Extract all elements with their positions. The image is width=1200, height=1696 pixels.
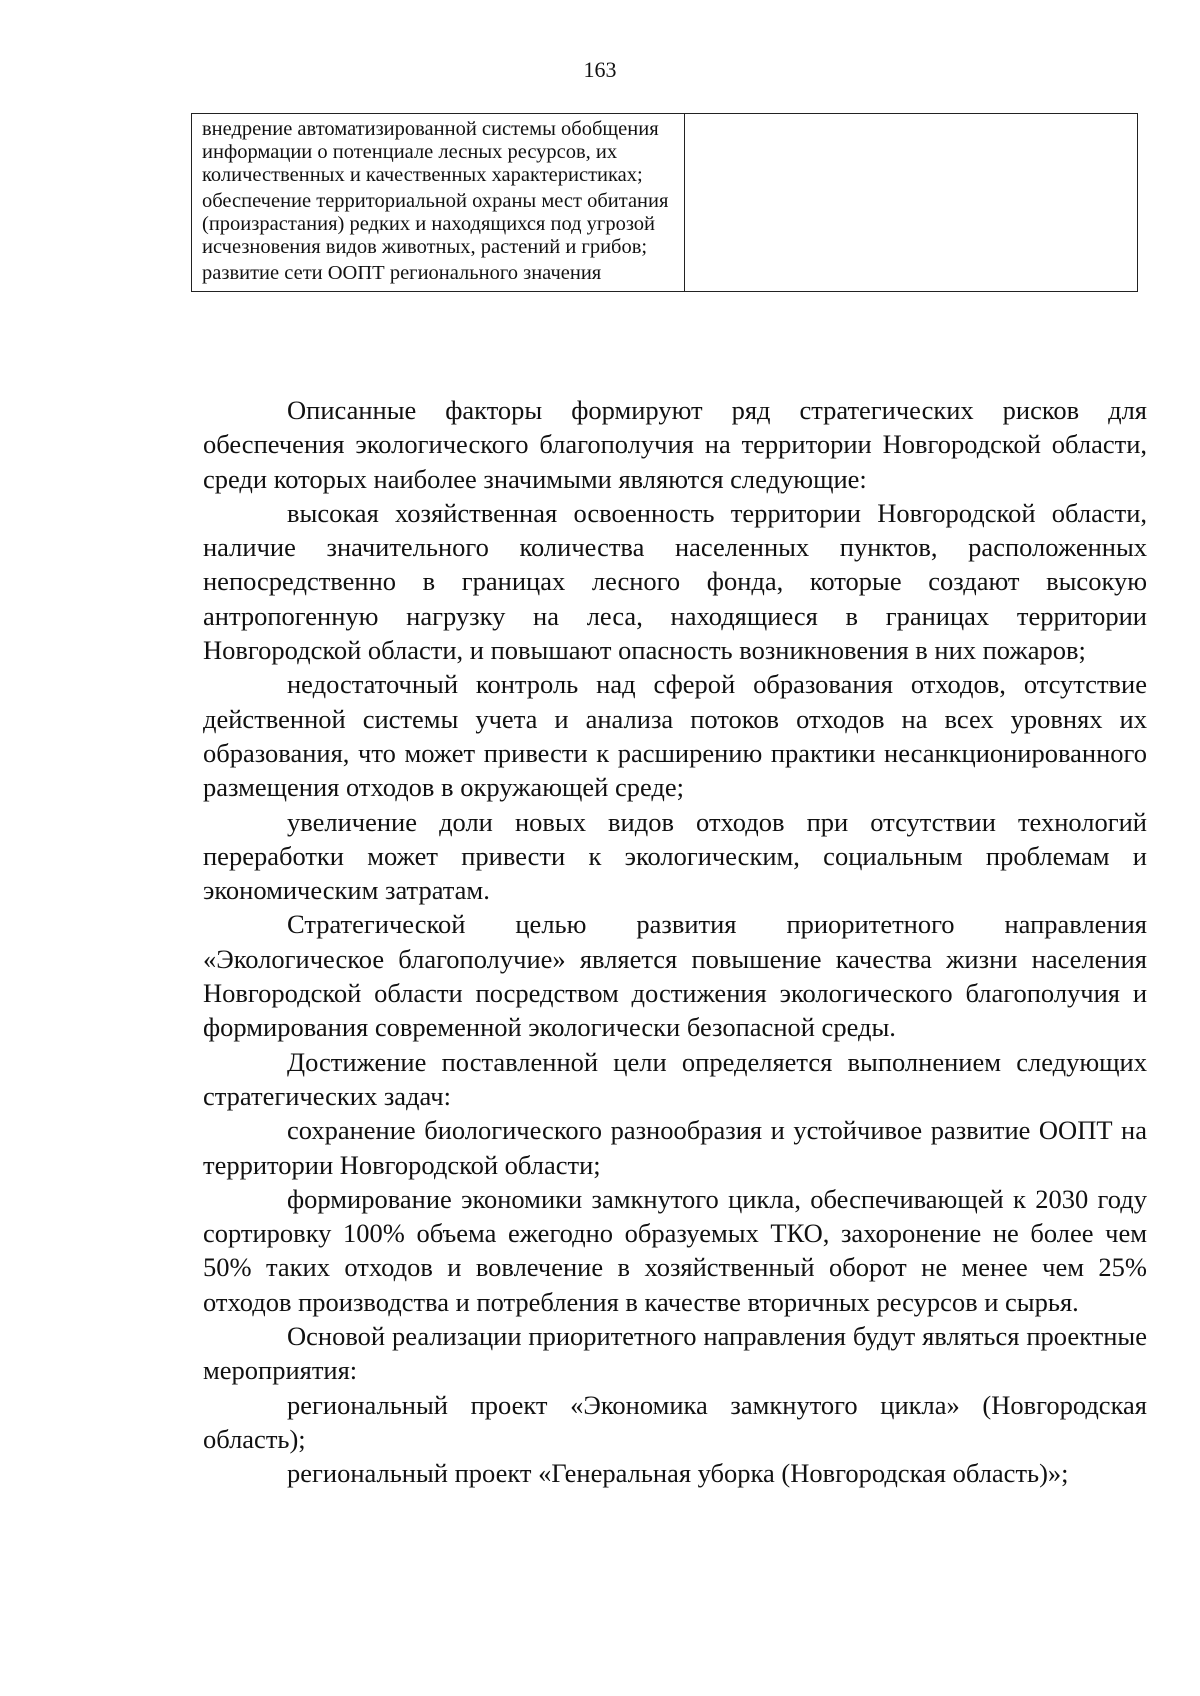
table-cell-measures [192,114,685,292]
paragraph: сохранение биологического разнообразия и устойчивое развитие ООПТ на территории Новгородской области; [203,1115,1147,1180]
paragraph: Достижение поставленной цели определяется выполнением следующих стратегических задач: [203,1046,1147,1111]
paragraph: недостаточный контроль над сферой образования отходов, отсутствие действенной системы учета и анализа потоков отходов на всех уровнях их образования, что может привести к расширению практики несанкционированного размещения отходов в окружающей среде; [203,669,1147,803]
paragraph: Стратегической целью развития приоритетного направления «Экологическое благополучие» является повышение качества жизни населения Новгородской области посредством достижения экологического благополучия и формирования современной экологически безопасной среды. [203,909,1147,1043]
paragraph: Описанные факторы формируют ряд стратегических рисков для обеспечения экологического благополучия на территории Новгородской области, среди которых наиболее значимыми являются следующие: [203,395,1147,494]
paragraph: увеличение доли новых видов отходов при отсутствии технологий переработки может привести к экологическим, социальным проблемам и экономическим затратам. [203,806,1147,906]
continuation-table [191,113,1138,292]
paragraph: высокая хозяйственная освоенность территории Новгородской области, наличие значительного количества населенных пунктов, расположенных непосредственно в границах лесного фонда, которые создают высокую антропогенную нагрузку на леса, находящиеся в границах территории Новгородской области, и повышают опасность возникновения в них пожаров; [203,497,1147,666]
paragraph: Основой реализации приоритетного направления будут являться проектные мероприятия: [203,1321,1147,1386]
document-body [203,393,1147,1491]
paragraph: формирование экономики замкнутого цикла, обеспечивающей к 2030 году сортировку 100% объема ежегодно образуемых ТКО, захоронение не более чем 50% таких отходов и вовлечение в хозяйственный оборот не менее чем 25% отходов производства и потребления в качестве вторичных ресурсов и сырья. [203,1183,1147,1317]
table-cell-item: внедрение автоматизированной системы обобщения информации о потенциале лесных ресурсов, их количественных и качественных характеристиках; [202,118,659,186]
paragraph: региональный проект «Генеральная уборка (Новгородская область)»; [287,1458,1069,1489]
paragraph: региональный проект «Экономика замкнутого цикла» (Новгородская область); [203,1389,1147,1454]
table-cell-item: развитие сети ООПТ регионального значения [202,262,602,284]
page-number: 163 [583,57,617,82]
table-row [192,114,1138,292]
table-cell-item: обеспечение территориальной охраны мест обитания (произрастания) редких и находящихся под угрозой исчезновения видов животных, растений и грибов; [202,190,669,258]
table-cell-empty [685,114,1138,292]
